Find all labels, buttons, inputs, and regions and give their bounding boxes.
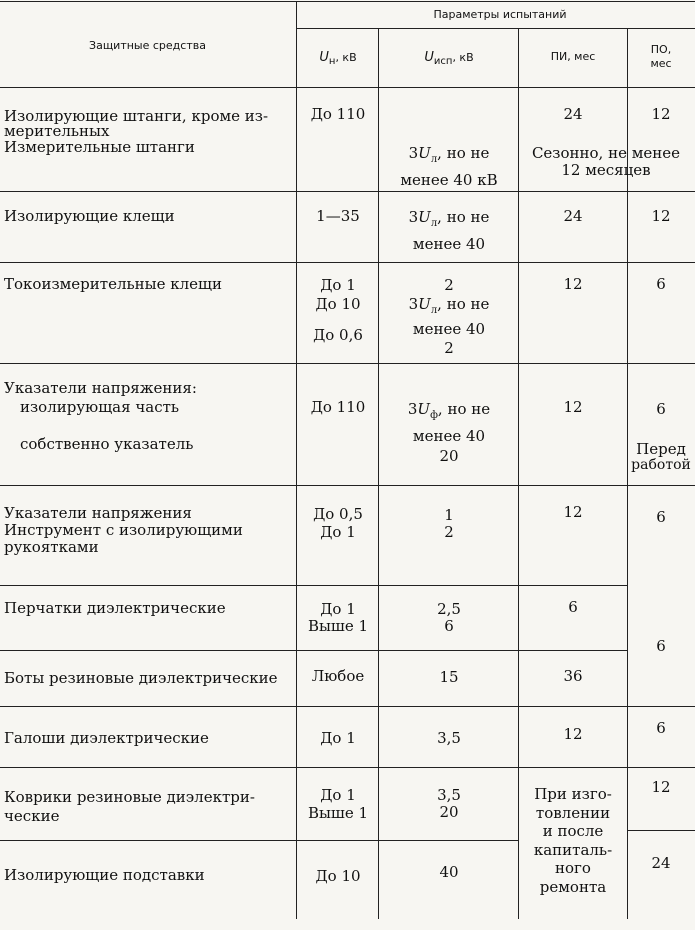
cell-text: До 1	[320, 600, 356, 618]
row-7-name: Боты резиновые диэлектрические	[4, 669, 278, 687]
cell-text: работой	[631, 456, 691, 473]
row-2-test-interval: 24	[563, 207, 583, 225]
cell-text: 6	[656, 400, 666, 418]
row-10-rated-voltage: До 10	[315, 867, 361, 885]
row-5-test-voltage	[382, 507, 516, 541]
cell-text: ремонта	[539, 877, 607, 896]
row-9-test-voltage	[382, 787, 516, 821]
header-inspection-interval	[629, 43, 693, 71]
row-7-test-interval: 36	[563, 667, 583, 685]
header-test-voltage	[382, 51, 516, 67]
cell-text: До 10	[315, 295, 361, 313]
row-5-inspection: 6	[656, 508, 666, 526]
row-6-test-voltage	[382, 601, 516, 635]
cell-text: 2	[444, 339, 454, 357]
row-5-rated-voltage	[300, 505, 376, 541]
row-separator	[0, 485, 695, 486]
cell-text: До 1	[320, 276, 356, 294]
header-rated-voltage-unit: , кВ	[335, 51, 357, 64]
row-1-test-voltage	[382, 143, 516, 190]
row-7-test-voltage: 15	[439, 668, 459, 686]
row-separator	[0, 585, 627, 586]
header-inspection-line: ПО,	[650, 43, 672, 56]
row-10-test-voltage: 40	[439, 863, 459, 881]
cell-text: Сезонно, не менее	[531, 144, 681, 162]
row-6-rated-voltage	[300, 601, 376, 635]
header-test-voltage-symbol: U	[424, 50, 434, 65]
header-test-voltage-unit: , кВ	[452, 51, 474, 64]
cell-text: $3U_л$, но не	[408, 208, 490, 229]
row-6-name: Перчатки диэлектрические	[4, 599, 226, 617]
row-4-name	[4, 380, 197, 452]
row-separator	[0, 706, 695, 707]
cell-text: Указатели напряжения:	[4, 379, 197, 397]
cell-text: изолирующая часть	[20, 397, 180, 416]
header-test-parameters: Параметры испытаний	[433, 8, 567, 21]
cell-text: $3U_ф$, но не	[407, 400, 491, 421]
cell-text: 1	[444, 506, 454, 524]
row-separator	[0, 840, 518, 841]
cell-text: Перед	[636, 439, 686, 458]
cell-text: Измерительные штанги	[4, 138, 195, 156]
row-1-name	[4, 107, 268, 157]
cell-text: $3U_л$, но не	[408, 144, 490, 165]
cell-text: При изго-	[534, 785, 612, 803]
row-2-rated-voltage: 1—35	[316, 207, 360, 225]
row-separator	[0, 262, 695, 263]
row-4-inspection	[629, 401, 693, 473]
row-separator	[0, 767, 695, 768]
row-5-test-interval: 12	[563, 503, 583, 521]
row-separator	[627, 830, 695, 831]
row-5-name	[4, 505, 243, 556]
header-test-interval: ПИ, мес	[550, 50, 596, 63]
cell-text: 20	[439, 803, 459, 821]
row-1-inspection: 12	[651, 105, 671, 123]
cell-text: менее 40	[412, 320, 486, 338]
row-8-inspection: 6	[656, 719, 666, 737]
cell-text: Коврики резиновые диэлектри-	[4, 788, 255, 806]
row-3-test-interval: 12	[563, 275, 583, 293]
rule-col-3	[518, 28, 519, 919]
cell-text: менее 40 кВ	[400, 171, 498, 189]
row-8-rated-voltage: До 1	[320, 729, 356, 747]
row-4-rated-voltage: До 110	[310, 398, 366, 416]
cell-text: Выше 1	[307, 617, 369, 635]
cell-text: 3,5	[437, 786, 461, 804]
row-separator	[0, 191, 695, 192]
cell-text: капиталь-	[533, 840, 613, 859]
cell-text: Указатели напряжения	[4, 504, 192, 522]
cell-text: 2,5	[437, 600, 461, 618]
header-rated-voltage	[300, 51, 376, 67]
cell-text: ческие	[4, 807, 60, 825]
row-4-test-voltage	[382, 399, 516, 466]
row-4-test-interval: 12	[563, 398, 583, 416]
row-3-inspection: 6	[656, 275, 666, 293]
rule-header-bottom	[0, 87, 695, 88]
cell-text: До 0,5	[313, 505, 363, 523]
row-9-name	[4, 788, 255, 826]
row-9-inspection: 12	[651, 778, 671, 796]
row-8-test-interval: 12	[563, 725, 583, 743]
cell-text: До 1	[320, 523, 356, 541]
cell-text: менее 40	[412, 427, 486, 445]
row-8-test-voltage: 3,5	[437, 729, 461, 747]
row-1-rated-voltage: До 110	[310, 105, 366, 123]
cell-text: и после	[542, 822, 604, 840]
cell-text: Изолирующие штанги, кроме из-	[4, 107, 269, 125]
row-2-name: Изолирующие клещи	[4, 207, 175, 225]
row-2-inspection: 12	[651, 207, 671, 225]
row-1-test-interval: 24	[563, 105, 583, 123]
row-3-name: Токоизмерительные клещи	[4, 275, 222, 293]
cell-text: 20	[439, 447, 459, 465]
rule-group-header	[296, 28, 695, 29]
row-9-10-test-interval	[520, 785, 626, 896]
row-separator	[0, 363, 695, 364]
cell-text: 6	[444, 617, 454, 635]
cell-text: Выше 1	[307, 804, 369, 822]
row-8-name: Галоши диэлектрические	[4, 729, 209, 747]
row-6-test-interval: 6	[568, 598, 578, 616]
cell-text: собственно указатель	[20, 434, 194, 453]
row-10-inspection: 24	[651, 854, 671, 872]
header-test-voltage-subscript: исп	[433, 56, 453, 68]
row-6-7-inspection: 6	[656, 637, 666, 655]
header-inspection-line: мес	[650, 57, 672, 70]
header-rated-voltage-symbol: U	[319, 50, 329, 65]
cell-text: 2	[444, 523, 454, 541]
cell-text: ного	[555, 859, 591, 877]
cell-text: рукоятками	[4, 538, 99, 556]
cell-text: 12 месяцев	[561, 161, 651, 179]
row-3-test-voltage	[382, 276, 516, 358]
rule-top	[0, 1, 695, 2]
rule-col-1	[296, 1, 297, 919]
cell-text: До 0,6	[313, 326, 363, 344]
header-protective-means: Защитные средства	[89, 39, 206, 52]
row-9-rated-voltage	[300, 786, 376, 822]
row-2-test-voltage	[382, 207, 516, 254]
row-separator	[0, 650, 627, 651]
cell-text: товлении	[535, 803, 611, 822]
cell-text: мерительных	[4, 122, 110, 140]
header-rated-voltage-subscript: н	[328, 56, 336, 68]
rule-col-2	[378, 28, 379, 919]
row-7-rated-voltage: Любое	[311, 667, 365, 685]
cell-text: $3U_л$, но не	[408, 295, 490, 316]
row-1-seasonal-note	[520, 145, 692, 179]
cell-text: До 1	[320, 786, 356, 804]
cell-text: менее 40	[412, 235, 486, 253]
row-3-rated-voltage	[300, 276, 376, 345]
row-10-name: Изолирующие подставки	[4, 866, 205, 884]
cell-text: 2	[444, 276, 454, 294]
cell-text: Инструмент с изолирующими	[4, 521, 243, 539]
